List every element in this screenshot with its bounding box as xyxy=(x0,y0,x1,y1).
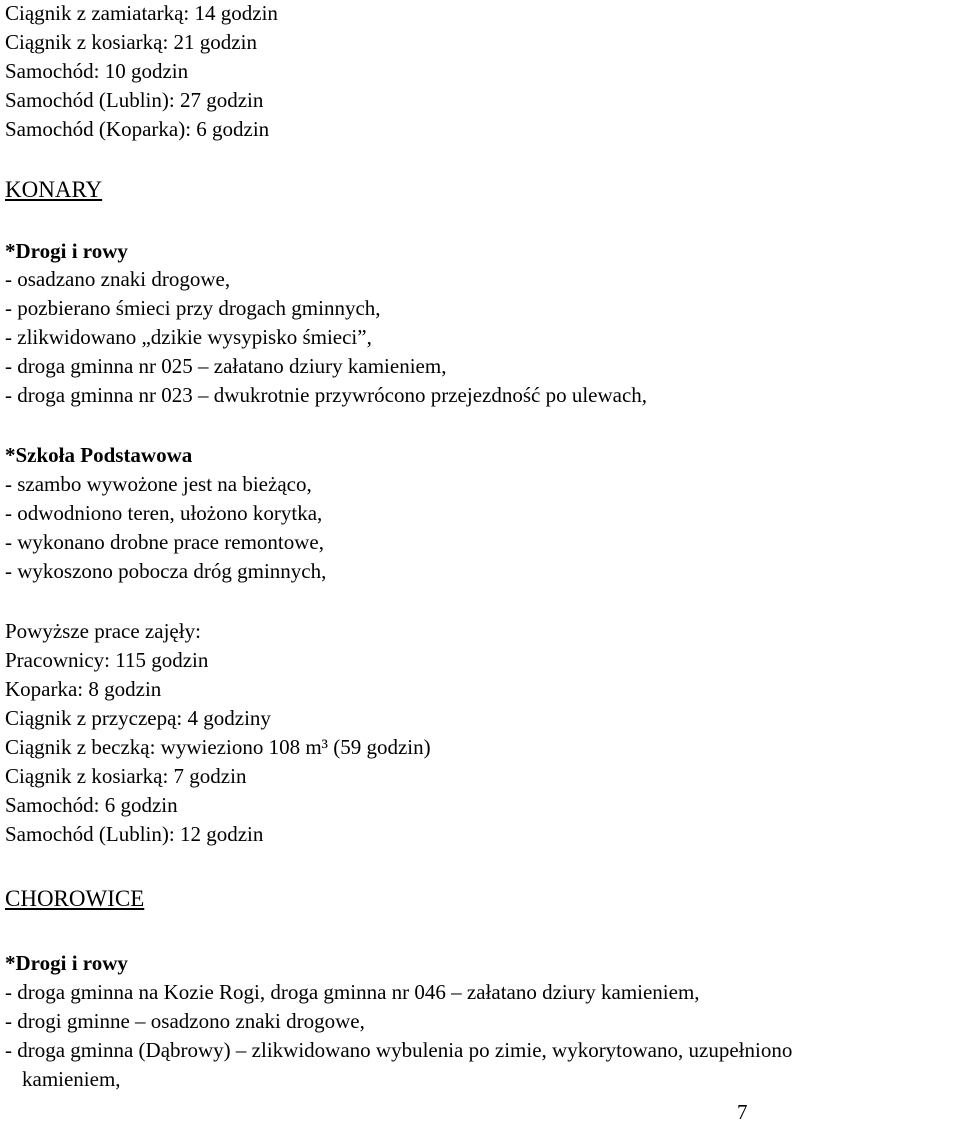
summary-line: Koparka: 8 godzin xyxy=(5,677,162,701)
summary-line: Ciągnik z przyczepą: 4 godziny xyxy=(5,706,271,730)
equipment-line: Ciągnik z kosiarką: 21 godzin xyxy=(5,30,257,54)
subsection-heading-roads: *Drogi i rowy xyxy=(5,951,128,975)
list-item: - droga gminna nr 023 – dwukrotnie przywrócono przejezdność po ulewach, xyxy=(5,383,648,407)
list-item: - droga gminna (Dąbrowy) – zlikwidowano wybulenia po zimie, wykorytowano, uzupełniono xyxy=(5,1038,793,1062)
equipment-line: Ciągnik z zamiatarką: 14 godzin xyxy=(5,1,278,25)
list-item: - odwodniono teren, ułożono korytka, xyxy=(5,501,323,525)
list-item: - droga gminna na Kozie Rogi, droga gminna nr 046 – załatano dziury kamieniem, xyxy=(5,980,700,1004)
equipment-line: Samochód (Lublin): 27 godzin xyxy=(5,88,264,112)
summary-line: Samochód (Lublin): 12 godzin xyxy=(5,822,264,846)
list-item: - zlikwidowano „dzikie wysypisko śmieci”, xyxy=(5,325,372,349)
subsection-heading-roads: *Drogi i rowy xyxy=(5,239,128,263)
list-item: - szambo wywożone jest na bieżąco, xyxy=(5,472,312,496)
section-title-konary: KONARY xyxy=(5,177,103,202)
list-item: - droga gminna nr 025 – załatano dziury kamieniem, xyxy=(5,354,447,378)
list-item: - osadzano znaki drogowe, xyxy=(5,267,231,291)
summary-line: Ciągnik z beczką: wywieziono 108 m³ (59 godzin) xyxy=(5,735,431,759)
page-number: 7 xyxy=(737,1100,748,1124)
summary-line: Samochód: 6 godzin xyxy=(5,793,178,817)
list-item: - wykonano drobne prace remontowe, xyxy=(5,530,324,554)
summary-line: Powyższe prace zajęły: xyxy=(5,619,201,643)
list-item-continuation: kamieniem, xyxy=(22,1067,121,1091)
equipment-line: Samochód (Koparka): 6 godzin xyxy=(5,117,270,141)
summary-line: Ciągnik z kosiarką: 7 godzin xyxy=(5,764,247,788)
list-item: - wykoszono pobocza dróg gminnych, xyxy=(5,559,327,583)
equipment-line: Samochód: 10 godzin xyxy=(5,59,189,83)
list-item: - pozbierano śmieci przy drogach gminnych, xyxy=(5,296,381,320)
list-item: - drogi gminne – osadzono znaki drogowe, xyxy=(5,1009,365,1033)
subsection-heading-school: *Szkoła Podstawowa xyxy=(5,443,193,467)
section-title-chorowice: CHOROWICE xyxy=(5,886,145,911)
summary-line: Pracownicy: 115 godzin xyxy=(5,648,209,672)
